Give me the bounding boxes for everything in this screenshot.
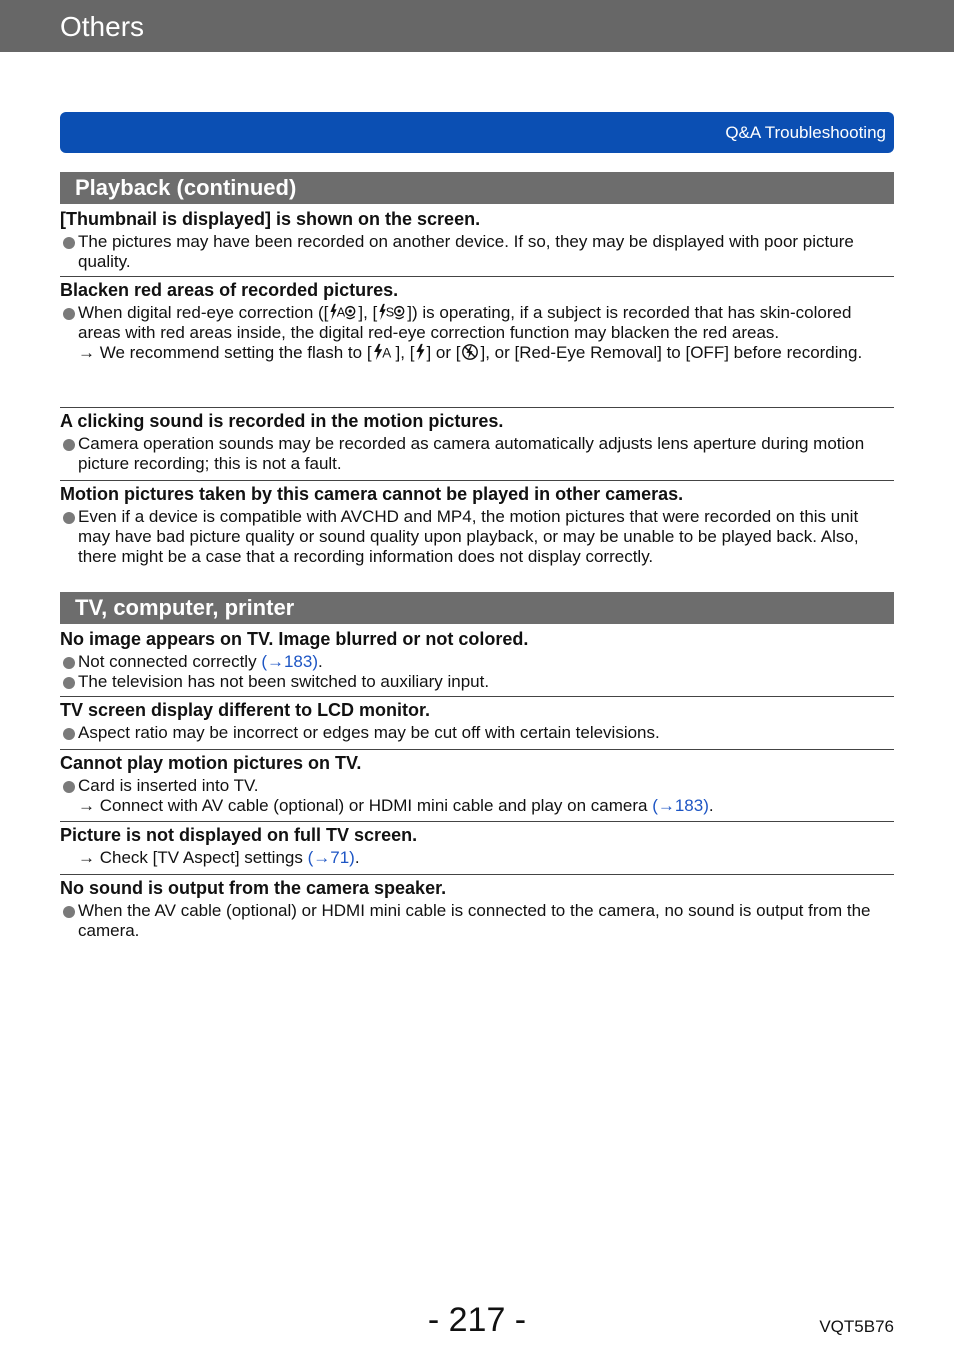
breadcrumb: Q&A Troubleshooting	[725, 123, 886, 142]
bullet-icon	[63, 781, 75, 793]
qa-item	[60, 821, 894, 868]
flash-off-icon	[460, 343, 480, 361]
bullet-icon	[63, 308, 75, 320]
question: TV screen display different to LCD monitor.	[60, 700, 431, 720]
qa-item	[60, 480, 894, 566]
svg-text:S: S	[385, 305, 395, 320]
answer: Even if a device is compatible with AVCHD and MP4, the motion pictures that were recorded on this unit may have bad picture quality or sound quality upon playback, or may be unable to be played back. Also, there might be a case that a recording information does not display correctly.	[60, 507, 894, 566]
question: [Thumbnail is displayed] is shown on the screen.	[60, 209, 481, 229]
answer-arrow: → We recommend setting the flash to [ A ], [ ] or [ ], or [Red-Eye Removal] to [OFF] before recording.	[78, 342, 863, 362]
qa-item	[60, 626, 894, 692]
section-header-tv-computer-printer	[60, 592, 894, 624]
flash-on-icon	[414, 343, 426, 361]
page-link-183[interactable]: (→183)	[261, 652, 318, 671]
section-header-playback	[60, 172, 894, 204]
chapter-title: Others	[60, 11, 145, 42]
top-header	[0, 0, 954, 52]
answer: Camera operation sounds may be recorded as camera automatically adjusts lens aperture during motion picture recording; this is not a fault.	[60, 434, 894, 474]
qa-item	[60, 206, 894, 272]
bullet-icon	[63, 439, 75, 451]
bullet-icon	[63, 677, 75, 689]
answer-arrow: → Connect with AV cable (optional) or HDMI mini cable and play on camera (→183).	[78, 795, 714, 815]
answer: When digital red-eye correction ([ A ], [ S ]) is operating, if a subject is recorded that has skin-colored areas with red areas inside, the digital red-eye correction function may blacken the red areas.	[60, 303, 894, 343]
question: Motion pictures taken by this camera cannot be played in other cameras.	[60, 484, 684, 504]
flash-auto-icon	[372, 343, 396, 361]
answer: The pictures may have been recorded on another device. If so, they may be displayed with poor picture quality.	[60, 232, 894, 272]
question: A clicking sound is recorded in the motion pictures.	[60, 411, 504, 431]
svg-text:A: A	[381, 344, 391, 360]
flash-slow-red-eye-icon	[377, 303, 407, 321]
answer-arrow: → Check [TV Aspect] settings (→71).	[78, 848, 360, 867]
answer: Not connected correctly (→183).	[60, 652, 894, 672]
question: No image appears on TV. Image blurred or not colored.	[60, 629, 529, 649]
bullet-icon	[63, 657, 75, 669]
question: Picture is not displayed on full TV screen.	[60, 825, 418, 845]
page-number: - 217 -	[427, 1301, 527, 1339]
bullet-icon	[63, 512, 75, 524]
qa-item	[60, 407, 894, 474]
bullet-icon	[63, 906, 75, 918]
page-link-71[interactable]: (→71)	[307, 848, 355, 867]
question: Cannot play motion pictures on TV.	[60, 753, 362, 773]
svg-text:A: A	[337, 305, 346, 320]
qa-item	[60, 276, 894, 362]
breadcrumb-bar	[60, 112, 894, 153]
page-link-183[interactable]: (→183)	[652, 795, 709, 815]
bullet-icon	[63, 728, 75, 740]
flash-auto-red-eye-icon	[328, 303, 358, 321]
qa-item	[60, 696, 894, 743]
section-title: TV, computer, printer	[75, 595, 295, 620]
answer: Aspect ratio may be incorrect or edges may be cut off with certain televisions.	[60, 723, 894, 743]
question: Blacken red areas of recorded pictures.	[60, 280, 399, 300]
answer: Card is inserted into TV.	[60, 776, 894, 796]
answer: When the AV cable (optional) or HDMI mini cable is connected to the camera, no sound is output from the camera.	[60, 901, 894, 941]
model-code: VQT5B76	[819, 1317, 894, 1336]
qa-item	[60, 749, 894, 816]
qa-item	[60, 874, 894, 941]
answer: The television has not been switched to auxiliary input.	[60, 672, 894, 692]
bullet-icon	[63, 237, 75, 249]
section-title: Playback (continued)	[75, 175, 297, 200]
question: No sound is output from the camera speaker.	[60, 878, 447, 898]
